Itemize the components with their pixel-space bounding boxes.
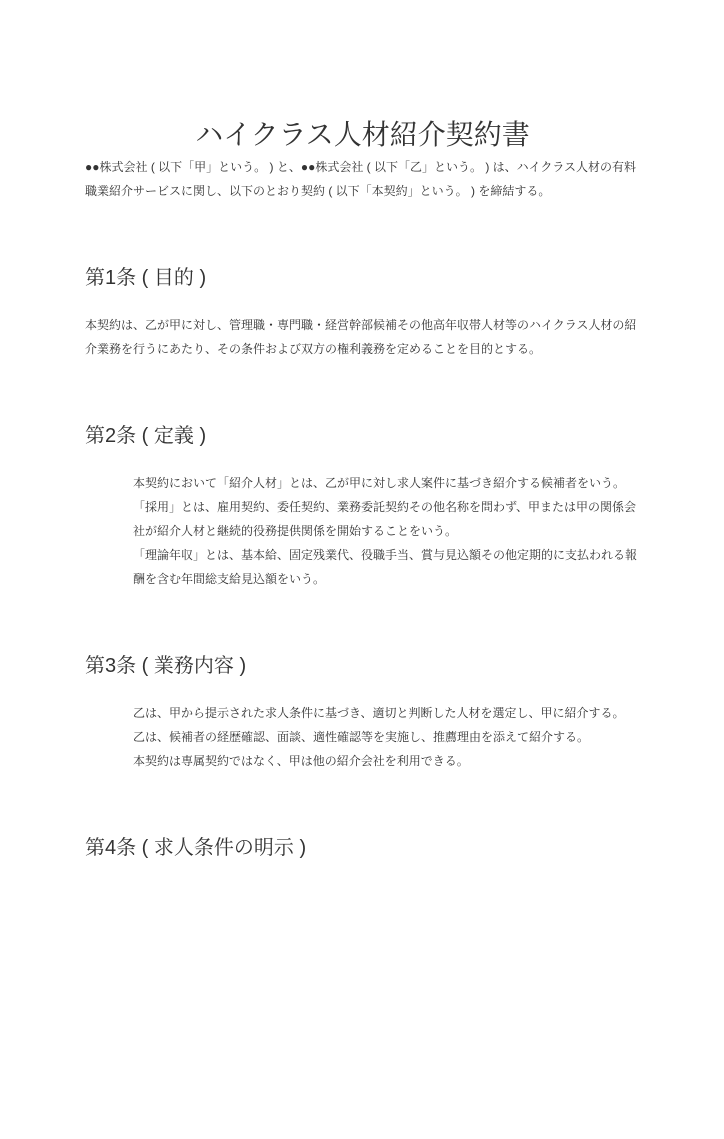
article-3-body: [85, 701, 640, 773]
article-1-section: [85, 263, 640, 361]
document-title: ハイクラス人材紹介契約書: [195, 119, 530, 150]
article-3-paragraph-1: 乙は、甲から提示された求人条件に基づき、適切と判断した人材を選定し、甲に紹介する。: [133, 706, 625, 720]
article-2-section: [85, 421, 640, 591]
article-1-heading: 第1条 ( 目的 ): [85, 267, 207, 289]
article-2-heading: 第2条 ( 定義 ): [85, 425, 207, 447]
article-4-section: [85, 833, 640, 863]
intro-paragraph: ●●株式会社 ( 以下「甲」という。 ) と、●●株式会社 ( 以下「乙」という。 ) は、ハイクラス人材の有料職業紹介サービスに関し、以下のとおり契約 ( 以下「本契約」という。 ) を締結する。: [85, 160, 637, 198]
article-3-section: [85, 651, 640, 773]
contract-document-page: [0, 115, 724, 1139]
article-2-paragraph-2: 「採用」とは、雇用契約、委任契約、業務委託契約その他名称を問わず、甲または甲の関係会社が紹介人材と継続的役務提供関係を開始することをいう。: [133, 500, 637, 538]
article-3-heading: 第3条 ( 業務内容 ): [85, 655, 247, 677]
article-3-paragraph-2: 乙は、候補者の経歴確認、面談、適性確認等を実施し、推薦理由を添えて紹介する。: [133, 730, 590, 744]
article-2-paragraph-3: 「理論年収」とは、基本給、固定残業代、役職手当、賞与見込額その他定期的に支払われる報酬を含む年間総支給見込額をいう。: [133, 548, 638, 586]
article-2-paragraph-1: 本契約において「紹介人材」とは、乙が甲に対し求人案件に基づき紹介する候補者をいう。: [133, 476, 626, 490]
article-2-body: [85, 471, 640, 591]
article-3-paragraph-3: 本契約は専属契約ではなく、甲は他の紹介会社を利用できる。: [133, 754, 469, 768]
article-4-heading: 第4条 ( 求人条件の明示 ): [85, 837, 307, 859]
article-1-body: [85, 313, 640, 361]
article-1-paragraph-1: 本契約は、乙が甲に対し、管理職・専門職・経営幹部候補その他高年収帯人材等のハイクラス人材の紹介業務を行うにあたり、その条件および双方の権利義務を定めることを目的とする。: [85, 318, 637, 356]
